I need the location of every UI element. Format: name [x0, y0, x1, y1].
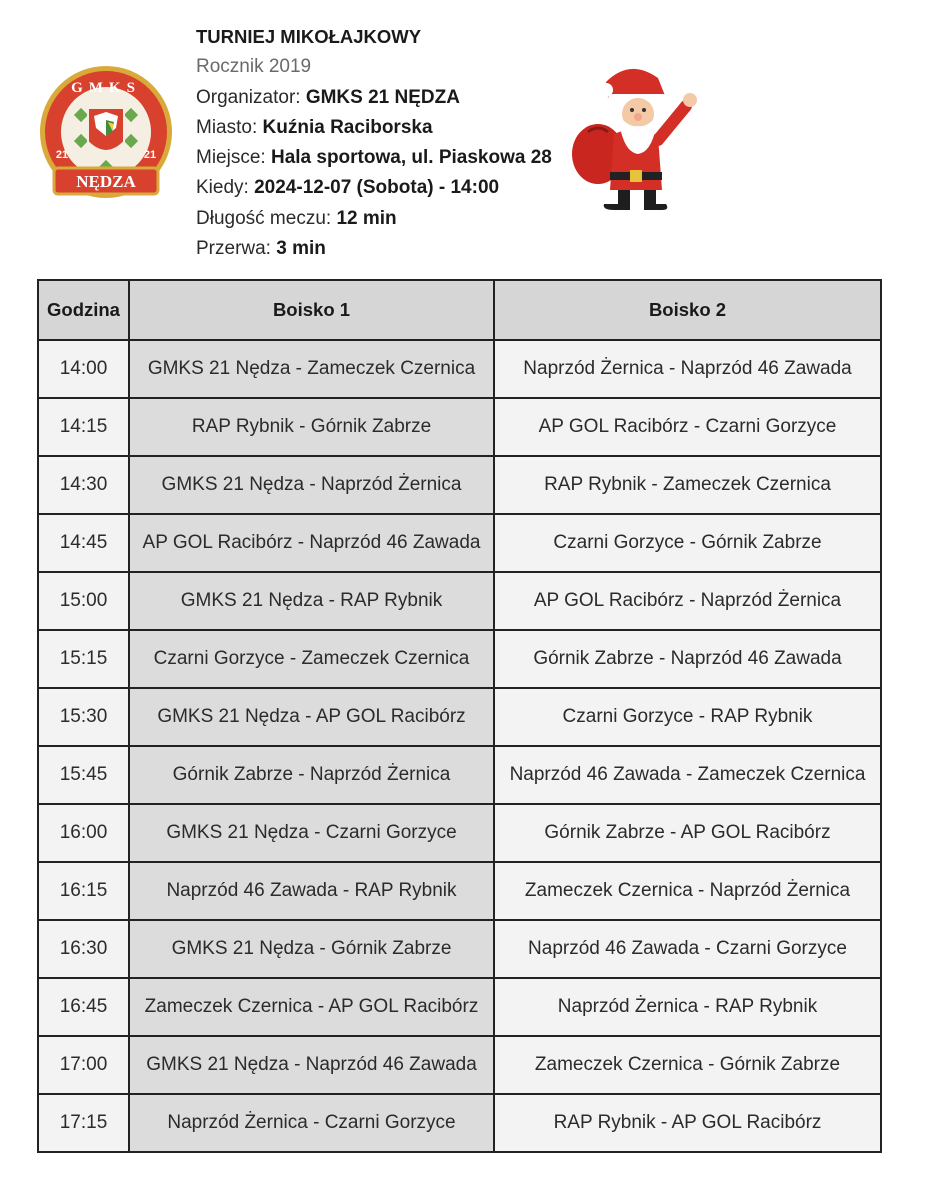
match-time: 15:00 [38, 572, 129, 630]
santa-illustration [566, 62, 706, 212]
match-time: 17:00 [38, 1036, 129, 1094]
schedule-table [37, 279, 882, 1153]
field-1-match: Górnik Zabrze - Naprzód Żernica [129, 746, 494, 804]
field-1-match: GMKS 21 Nędza - RAP Rybnik [129, 572, 494, 630]
tournament-info [196, 22, 596, 264]
match-time: 16:30 [38, 920, 129, 978]
table-row [38, 920, 881, 978]
table-row [38, 804, 881, 862]
field-1-match: GMKS 21 Nędza - Zameczek Czernica [129, 340, 494, 398]
field-2-match: Naprzód Żernica - RAP Rybnik [494, 978, 881, 1036]
match-time: 16:45 [38, 978, 129, 1036]
match-time: 15:15 [38, 630, 129, 688]
table-row [38, 862, 881, 920]
city-line [196, 113, 596, 143]
table-row [38, 746, 881, 804]
table-row [38, 688, 881, 746]
field-1-match: RAP Rybnik - Górnik Zabrze [129, 398, 494, 456]
match-time: 14:15 [38, 398, 129, 456]
city-value: Kuźnia Raciborska [262, 116, 433, 138]
header-field-1: Boisko 1 [129, 280, 494, 340]
logo-left-number: 21 [55, 149, 69, 161]
field-2-match: Naprzód Żernica - Naprzód 46 Zawada [494, 340, 881, 398]
field-1-match: GMKS 21 Nędza - Naprzód Żernica [129, 456, 494, 514]
match-time: 14:45 [38, 514, 129, 572]
organizer-label: Organizator: [196, 86, 301, 108]
break-value: 3 min [276, 238, 326, 260]
field-1-match: GMKS 21 Nędza - AP GOL Racibórz [129, 688, 494, 746]
table-row [38, 340, 881, 398]
field-1-match: Czarni Gorzyce - Zameczek Czernica [129, 630, 494, 688]
place-label: Miejsce: [196, 147, 266, 169]
match-time: 14:30 [38, 456, 129, 514]
logo-top-text: GMKS [71, 80, 141, 96]
field-1-match: Naprzód 46 Zawada - RAP Rybnik [129, 862, 494, 920]
match-time: 15:30 [38, 688, 129, 746]
break-label: Przerwa: [196, 238, 271, 260]
table-row [38, 456, 881, 514]
field-1-match: GMKS 21 Nędza - Czarni Gorzyce [129, 804, 494, 862]
field-1-match: AP GOL Racibórz - Naprzód 46 Zawada [129, 514, 494, 572]
field-2-match: AP GOL Racibórz - Naprzód Żernica [494, 572, 881, 630]
table-row [38, 1036, 881, 1094]
field-2-match: Zameczek Czernica - Naprzód Żernica [494, 862, 881, 920]
when-label: Kiedy: [196, 177, 249, 199]
field-2-match: AP GOL Racibórz - Czarni Gorzyce [494, 398, 881, 456]
organizer-value: GMKS 21 NĘDZA [305, 86, 460, 108]
match-time: 16:00 [38, 804, 129, 862]
header-field-2: Boisko 2 [494, 280, 881, 340]
header-time: Godzina [38, 280, 129, 340]
organizer-line [196, 83, 596, 113]
field-1-match: GMKS 21 Nędza - Naprzód 46 Zawada [129, 1036, 494, 1094]
field-2-match: RAP Rybnik - Zameczek Czernica [494, 456, 881, 514]
field-2-match: Naprzód 46 Zawada - Czarni Gorzyce [494, 920, 881, 978]
field-2-match: RAP Rybnik - AP GOL Racibórz [494, 1094, 881, 1152]
field-1-match: Naprzód Żernica - Czarni Gorzyce [129, 1094, 494, 1152]
table-row [38, 630, 881, 688]
field-1-match: Zameczek Czernica - AP GOL Racibórz [129, 978, 494, 1036]
field-2-match: Czarni Gorzyce - Górnik Zabrze [494, 514, 881, 572]
table-header-row [38, 280, 881, 340]
logo-name-text: NĘDZA [76, 172, 136, 191]
table-row [38, 398, 881, 456]
place-value: Hala sportowa, ul. Piaskowa 28 [270, 147, 552, 169]
place-line [196, 143, 596, 173]
field-1-match: GMKS 21 Nędza - Górnik Zabrze [129, 920, 494, 978]
when-value: 2024-12-07 (Sobota) - 14:00 [254, 177, 500, 199]
match-time: 14:00 [38, 340, 129, 398]
table-row [38, 572, 881, 630]
duration-line [196, 204, 596, 234]
table-row [38, 514, 881, 572]
logo-right-number: 21 [143, 149, 157, 161]
field-2-match: Zameczek Czernica - Górnik Zabrze [494, 1036, 881, 1094]
city-label: Miasto: [196, 116, 258, 138]
tournament-title: TURNIEJ MIKOŁAJKOWY [196, 26, 422, 47]
match-time: 17:15 [38, 1094, 129, 1152]
table-row [38, 978, 881, 1036]
when-line [196, 173, 596, 203]
table-row [38, 1094, 881, 1152]
field-2-match: Górnik Zabrze - AP GOL Racibórz [494, 804, 881, 862]
match-time: 15:45 [38, 746, 129, 804]
field-2-match: Górnik Zabrze - Naprzód 46 Zawada [494, 630, 881, 688]
tournament-year: Rocznik 2019 [196, 56, 312, 78]
duration-value: 12 min [336, 207, 397, 229]
match-time: 16:15 [38, 862, 129, 920]
break-line [196, 234, 596, 264]
club-logo [36, 62, 176, 210]
duration-label: Długość meczu: [196, 207, 332, 229]
field-2-match: Czarni Gorzyce - RAP Rybnik [494, 688, 881, 746]
field-2-match: Naprzód 46 Zawada - Zameczek Czernica [494, 746, 881, 804]
